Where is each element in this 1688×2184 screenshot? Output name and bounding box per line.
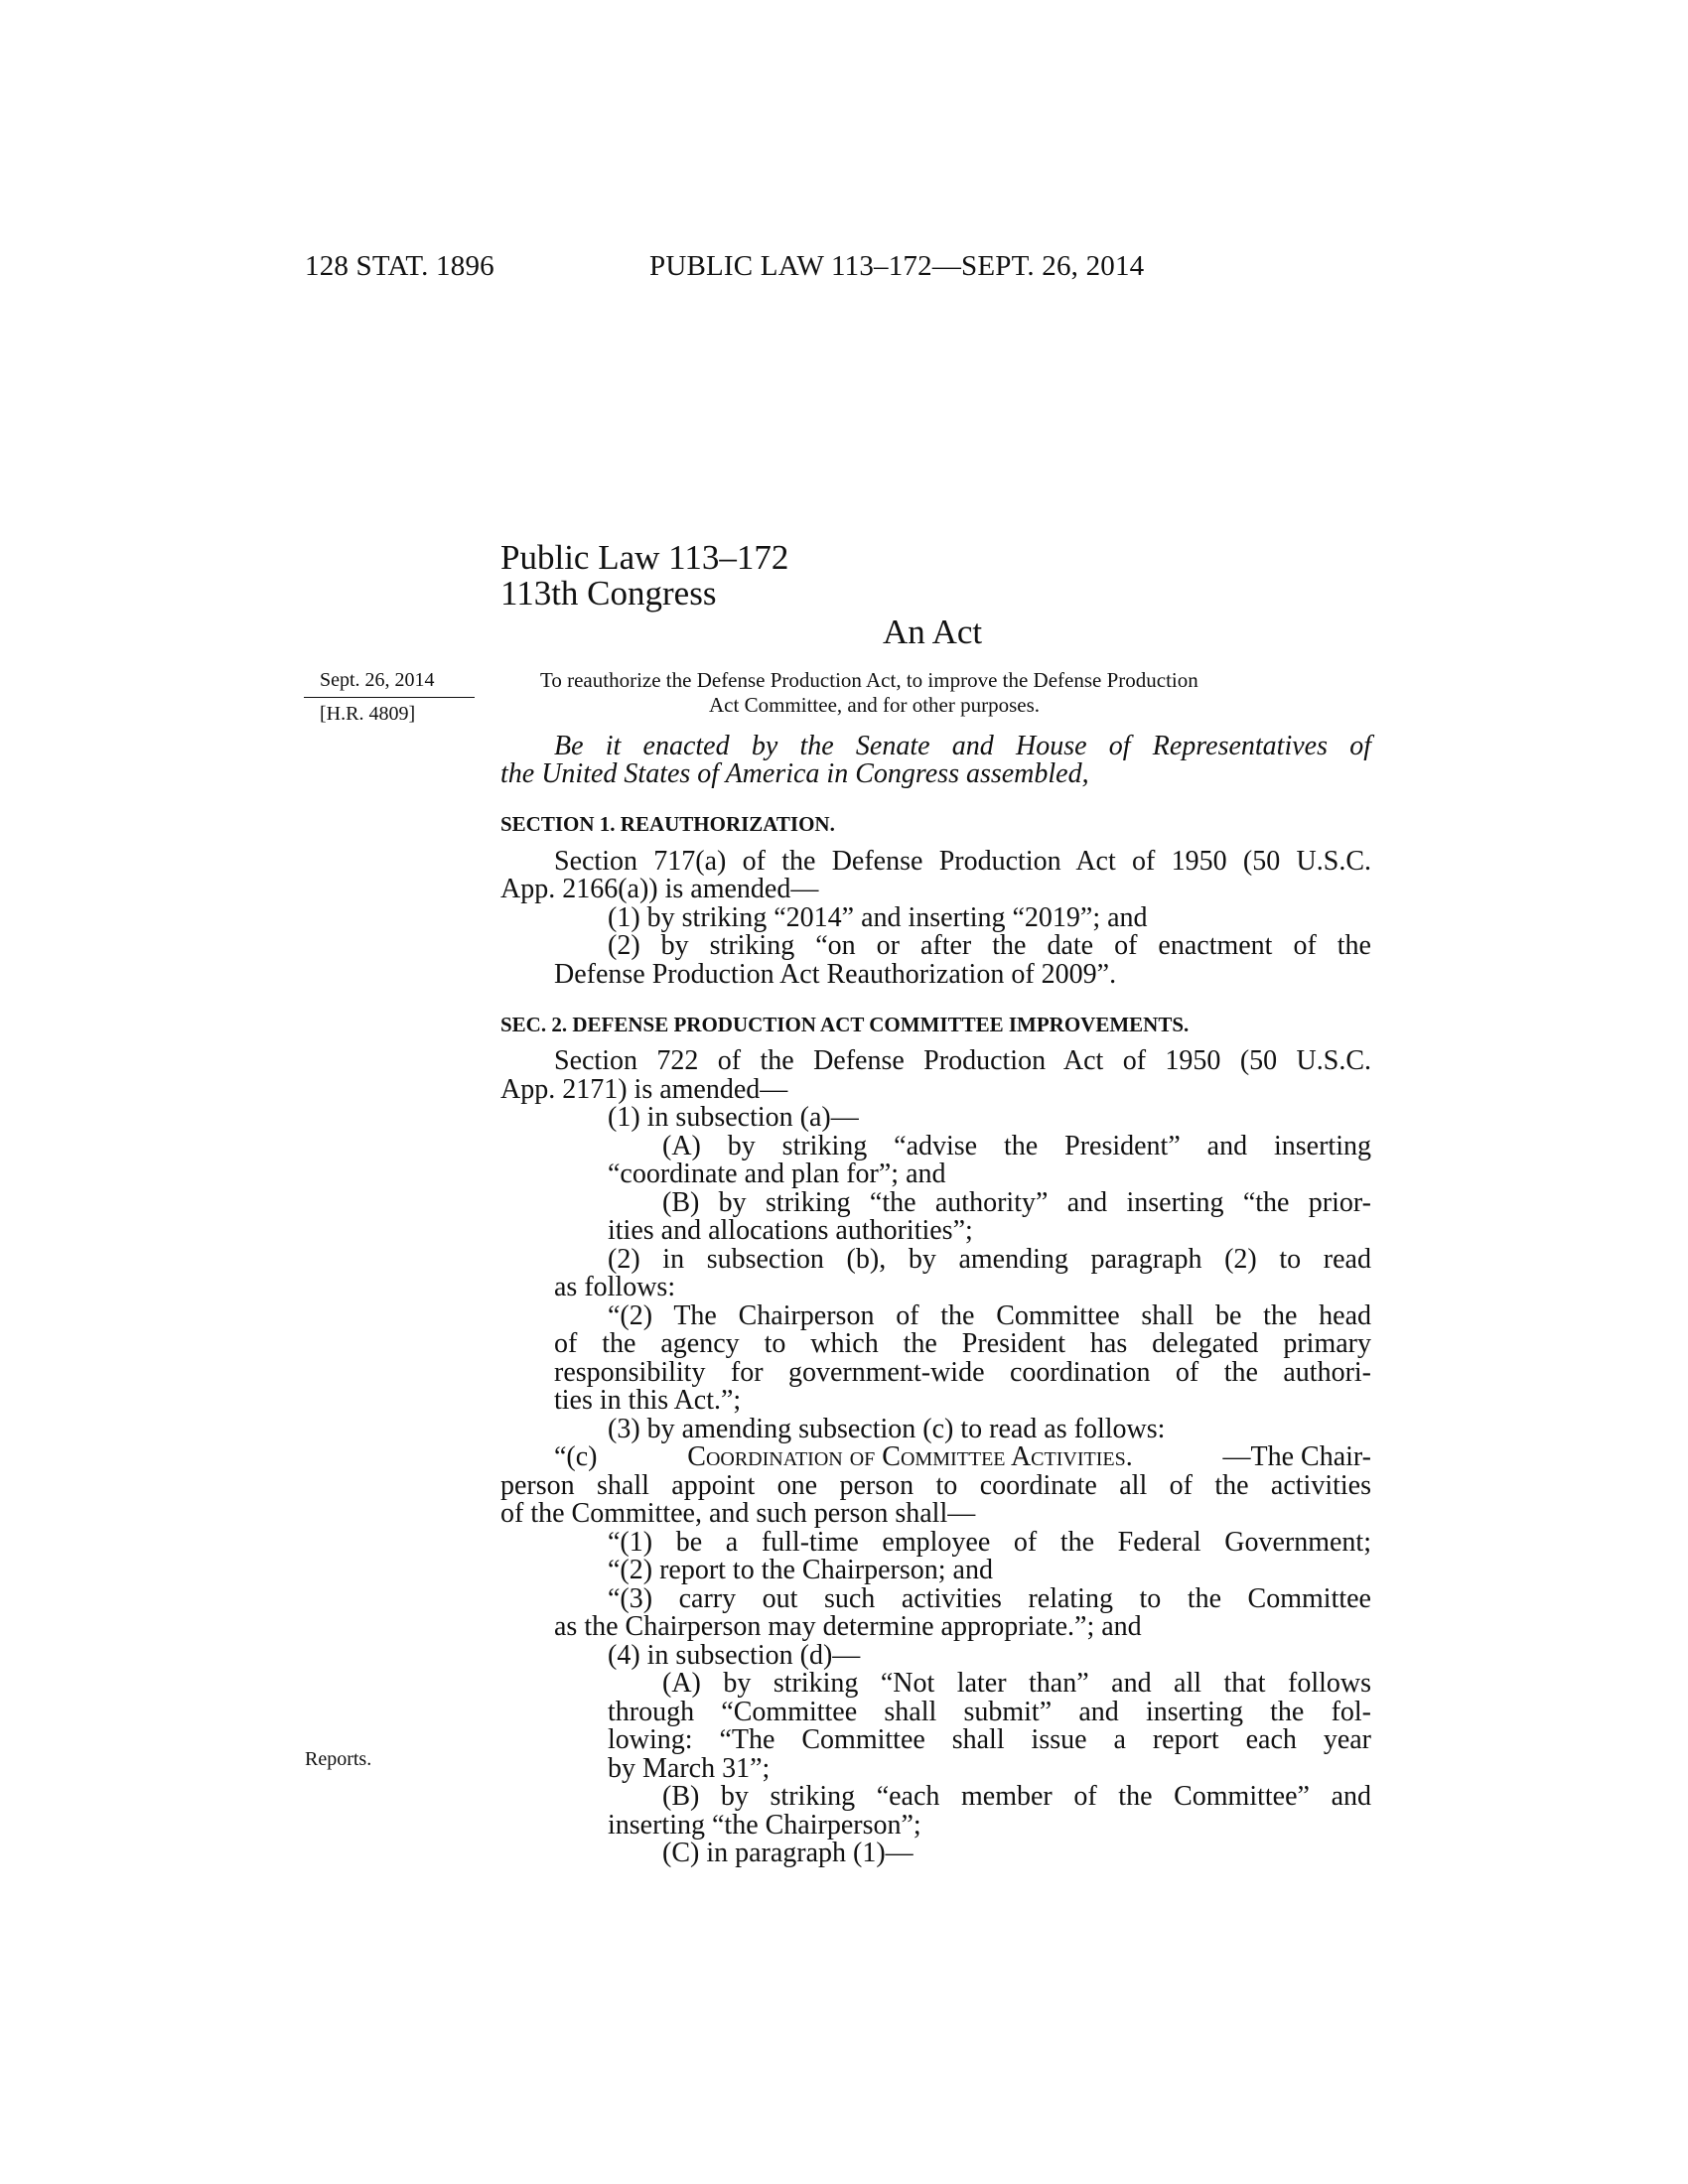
margin-bill-number: [H.R. 4809]: [320, 703, 416, 725]
subsection-c-line: [554, 1441, 1371, 1473]
body-line: Defense Production Act Reauthorization of 2009”.: [554, 959, 1117, 990]
body-line: lowing: “The Committee shall issue a report each year: [608, 1724, 1371, 1755]
margin-rule: [304, 697, 475, 698]
body-line: “(3) carry out such activities relating to the Committee: [608, 1583, 1371, 1614]
body-line: (B) by striking “the authority” and inserting “the prior-: [662, 1187, 1371, 1218]
body-line: “(2) The Chairperson of the Committee shall be the head: [608, 1300, 1371, 1331]
purpose-line: To reauthorize the Defense Production Act, to improve the Defense Production: [540, 668, 1198, 692]
body-line: (C) in paragraph (1)—: [662, 1838, 914, 1868]
running-title: PUBLIC LAW 113–172—SEPT. 26, 2014: [649, 250, 1145, 282]
stat-reference: 128 STAT. 1896: [305, 250, 494, 282]
body-line: (A) by striking “advise the President” and inserting: [662, 1131, 1371, 1161]
body-line: “(1) be a full-time employee of the Federal Government;: [608, 1527, 1371, 1558]
body-line: ties in this Act.”;: [554, 1385, 742, 1416]
body-line: “(2) report to the Chairperson; and: [608, 1555, 993, 1585]
body-line: responsibility for government-wide coordination of the authori-: [554, 1357, 1371, 1388]
congress: 113th Congress: [500, 574, 717, 613]
body-line: as the Chairperson may determine appropriate.”; and: [554, 1611, 1142, 1642]
subsection-c-prefix: “(c): [554, 1441, 598, 1472]
body-line: “coordinate and plan for”; and: [608, 1159, 946, 1189]
body-line: as follows:: [554, 1272, 676, 1302]
body-line: Section 717(a) of the Defense Production Act of 1950 (50 U.S.C.: [554, 846, 1371, 877]
body-line: (A) by striking “Not later than” and all that follows: [662, 1668, 1371, 1699]
body-line: (2) by striking “on or after the date of enactment of the: [608, 930, 1371, 961]
section-heading: SECTION 1. REAUTHORIZATION.: [500, 812, 835, 836]
body-line: (3) by amending subsection (c) to read as follows:: [608, 1414, 1166, 1444]
body-line: App. 2166(a)) is amended—: [500, 874, 819, 904]
law-number: Public Law 113–172: [500, 538, 789, 577]
body-line: (B) by striking “each member of the Committee” and: [662, 1781, 1371, 1812]
body-line: inserting “the Chairperson”;: [608, 1810, 921, 1841]
body-line: through “Committee shall submit” and inserting the fol-: [608, 1697, 1371, 1727]
body-line: by March 31”;: [608, 1753, 771, 1784]
enacting-clause-line: the United States of America in Congress assembled,: [500, 758, 1089, 789]
body-line: of the agency to which the President has delegated primary: [554, 1328, 1371, 1359]
body-line: person shall appoint one person to coordinate all of the activities: [500, 1470, 1371, 1501]
body-line: (4) in subsection (d)—: [608, 1640, 861, 1671]
section-heading: SEC. 2. DEFENSE PRODUCTION ACT COMMITTEE IMPROVEMENTS.: [500, 1013, 1190, 1036]
body-line: (1) in subsection (a)—: [608, 1102, 859, 1133]
subsection-c-heading: Coordination of Committee Activities.: [687, 1441, 1133, 1472]
purpose-line: Act Committee, and for other purposes.: [709, 693, 1041, 717]
body-line: (2) in subsection (b), by amending paragraph (2) to read: [608, 1244, 1371, 1275]
act-title: An Act: [883, 613, 983, 651]
enacting-clause-line: Be it enacted by the Senate and House of Representatives of: [554, 731, 1371, 761]
margin-note-reports: Reports.: [305, 1748, 372, 1770]
body-line: of the Committee, and such person shall—: [500, 1498, 976, 1529]
body-line: Section 722 of the Defense Production Act of 1950 (50 U.S.C.: [554, 1045, 1371, 1076]
body-line: ities and allocations authorities”;: [608, 1215, 973, 1246]
body-line: App. 2171) is amended—: [500, 1074, 788, 1105]
subsection-c-rest: —The Chair-: [1222, 1441, 1371, 1472]
body-line: (1) by striking “2014” and inserting “2019”; and: [608, 902, 1148, 933]
margin-date: Sept. 26, 2014: [320, 669, 435, 691]
